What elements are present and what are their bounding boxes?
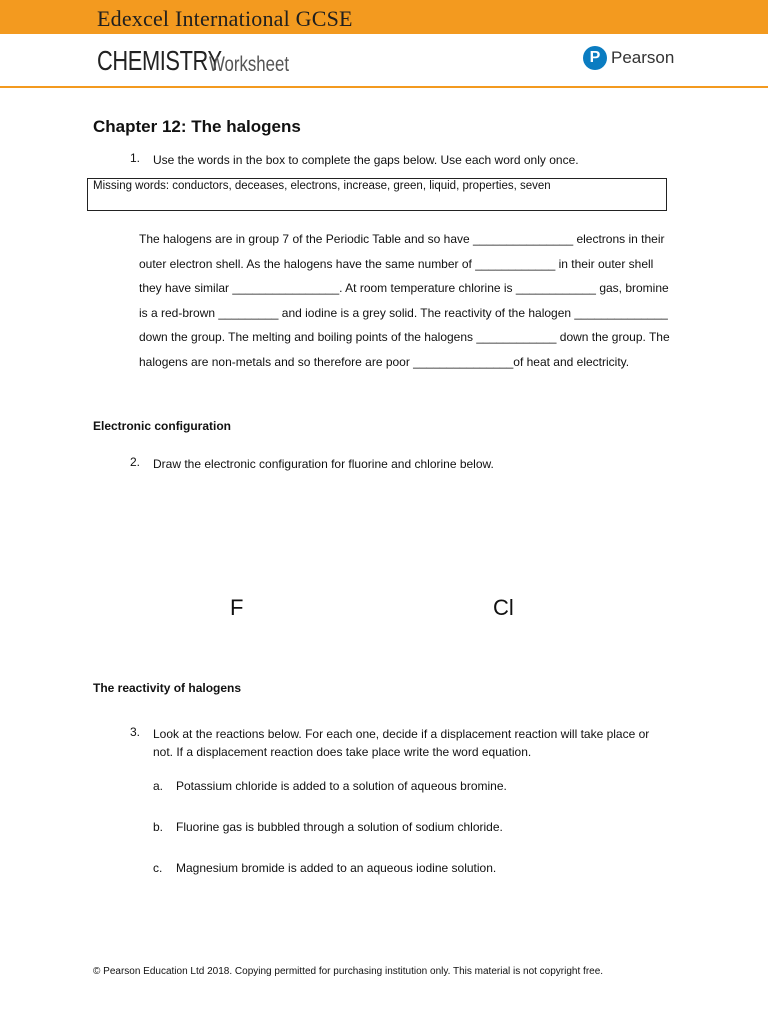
section-electronic-configuration: Electronic configuration (93, 419, 232, 433)
worksheet-label: Worksheet (209, 53, 289, 76)
question-text: Look at the reactions below. For each one, decide if a displacement reaction will take place or not. If a displacement reaction does take place write the word equation. (153, 727, 650, 759)
question-number: 2. (130, 455, 141, 469)
question-1 (130, 151, 690, 171)
part-text: Fluorine gas is bubbled through a solution of sodium chloride. (176, 820, 503, 834)
part-text: Potassium chloride is added to a solution of aqueous bromine. (176, 779, 507, 793)
part-label: b. (153, 820, 164, 834)
missing-words-box: Missing words: conductors, deceases, electrons, increase, green, liquid, properties, seven (87, 178, 667, 211)
question-number: 1. (130, 151, 141, 165)
worksheet-heading (97, 45, 289, 77)
header-bar (0, 0, 768, 34)
header-divider (0, 86, 768, 88)
subject-title: CHEMISTRY (97, 45, 222, 76)
question-text: Use the words in the box to complete the gaps below. Use each word only once. (153, 153, 579, 167)
part-label: c. (153, 861, 163, 875)
pearson-icon: P (583, 46, 607, 70)
part-text: Magnesium bromide is added to an aqueous iodine solution. (176, 861, 497, 875)
pearson-logo (583, 46, 674, 70)
symbol-chlorine: Cl (493, 595, 514, 620)
symbol-fluorine: F (230, 595, 244, 620)
question-2 (130, 455, 690, 475)
section-reactivity: The reactivity of halogens (93, 681, 242, 695)
question-3 (130, 725, 690, 765)
brand-title: Edexcel International GCSE (97, 6, 353, 31)
copyright-footer: © Pearson Education Ltd 2018. Copying permitted for purchasing institution only. This material is not copyright free. (93, 966, 604, 977)
publisher-name: Pearson (611, 48, 675, 67)
chapter-title: Chapter 12: The halogens (93, 117, 301, 136)
fill-in-paragraph: The halogens are in group 7 of the Periodic Table and so have _______________ electrons in their outer electron shell. As the halogens have the same number of ____________ in their outer shell they have similar ________________. At room temperature chlorine is ____________ gas, bromine is a red-brown _________ and iodine is a grey solid. The reactivity of the halogen ______________ down the group. The melting and boiling points of the halogens ____________ down the group. The halogens are non-metals and so therefore are poor _______________of heat and electricity. (139, 232, 670, 369)
question-number: 3. (130, 725, 141, 739)
question-text: Draw the electronic configuration for fluorine and chlorine below. (153, 457, 494, 471)
part-label: a. (153, 779, 164, 793)
